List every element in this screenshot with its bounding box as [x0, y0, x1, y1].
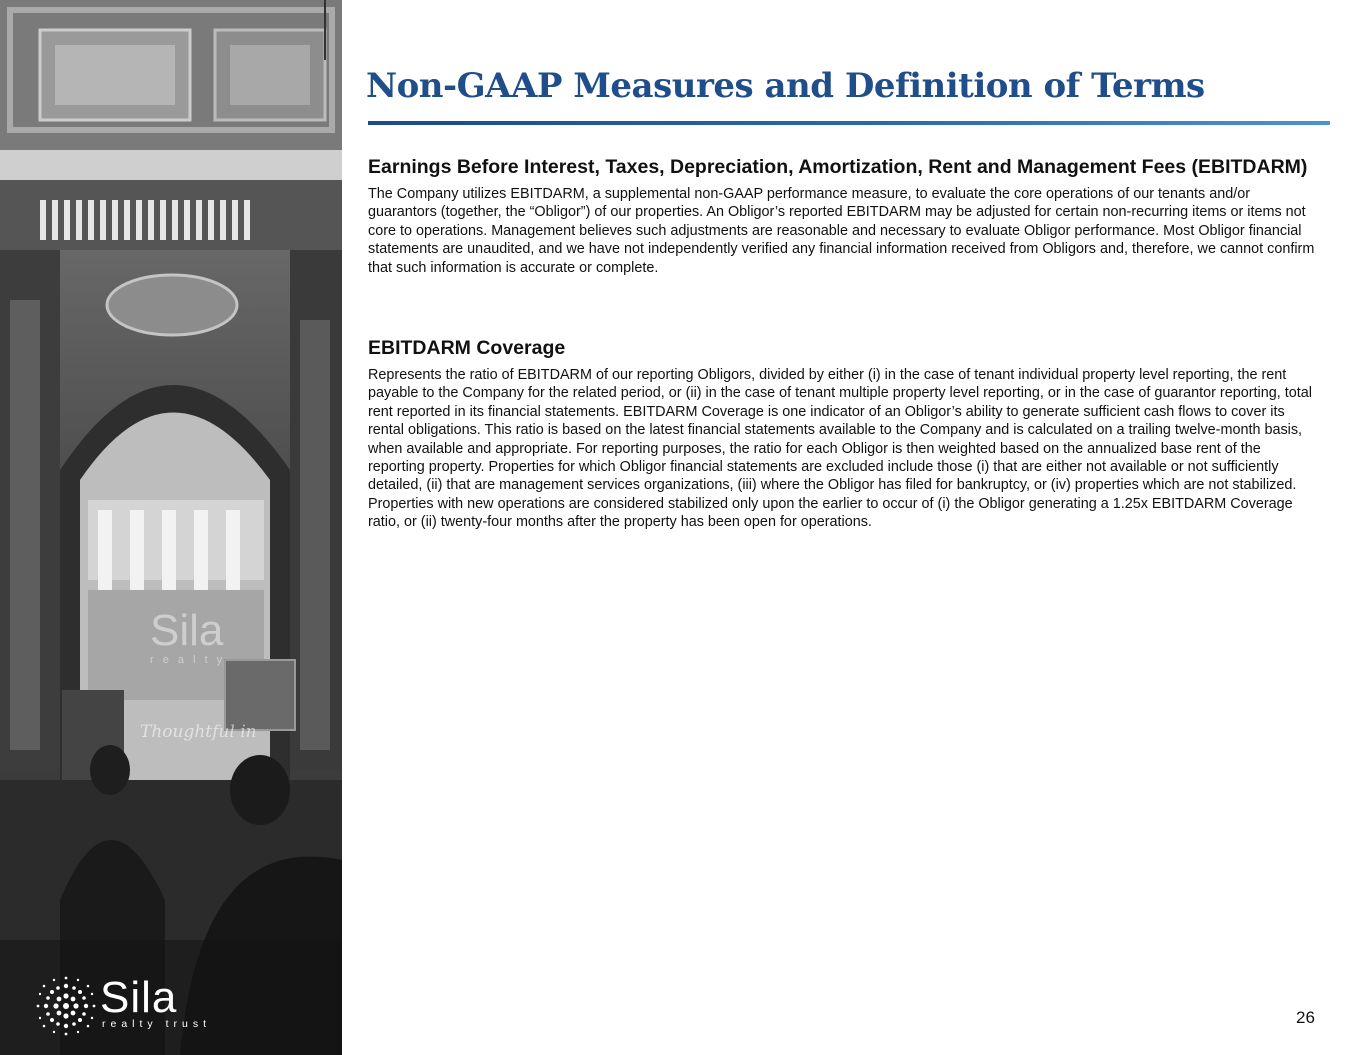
logo-tagline: realty trust — [102, 1018, 212, 1030]
section-heading: EBITDARM Coverage — [368, 337, 566, 359]
photo-banner-tagline: Thoughtful in — [140, 722, 257, 742]
page-title: Non-GAAP Measures and Definition of Terms — [366, 66, 1205, 106]
photo-banner — [150, 608, 225, 666]
section-ebitdarm-coverage — [368, 335, 1316, 532]
photo-banner-word: Sila — [150, 606, 224, 655]
section-body: Represents the ratio of EBITDARM of our reporting Obligors, divided by either (i) in the case of tenant individual property level reporting, the rent payable to the Company for the related period, or (ii) in the case of tenant multiple property level reporting, or in the case of guarantor reporting, total rent reported in its financial statements. EBITDARM Coverage is one indicator of an Obligor’s ability to generate sufficient cash flows to cover its rental obligations. This ratio is based on the latest financial statements available to the Company and is calculated on a trailing twelve-month basis, when available and appropriate. For reporting purposes, the ratio for each Obligor is then weighted based on the annualized base rent of the reporting property. Properties for which Obligor financial statements are excluded include those (i) that are either not available or not sufficiently detailed, (ii) that are management services organizations, (iii) where the Obligor has filed for bankruptcy, or (iv) properties which are not stabilized. Properties with new operations are considered stabilized only upon the earlier to occur of (i) the Obligor generating a 1.25x EBITDARM Coverage ratio, or (ii) twenty-four months after the property has been open for operations. — [368, 367, 1312, 531]
photo-banner-sub: r e a l t y — [150, 654, 226, 666]
title-divider — [368, 121, 1330, 125]
exchange-hall-illustration — [0, 0, 342, 1055]
section-ebitdarm — [368, 154, 1316, 277]
hall-photo — [0, 0, 342, 1055]
sila-logo — [36, 974, 216, 1038]
section-heading: Earnings Before Interest, Taxes, Depreciation, Amortization, Rent and Management Fees (EBITDARM) — [368, 156, 1308, 178]
sila-starburst-icon — [36, 976, 96, 1036]
page-number: 26 — [1296, 1008, 1315, 1027]
slide-content — [368, 0, 1330, 1055]
logo-wordmark: Sila — [100, 973, 178, 1022]
section-body: The Company utilizes EBITDARM, a supplemental non-GAAP performance measure, to evaluate the core operations of our tenants and/or guarantors (together, the “Obligor”) of our properties. An Obligor’s reported EBITDARM may be adjusted for certain non-recurring items or items not core to operations. Management believes such adjustments are reasonable and necessary to evaluate Obligor performance. Most Obligor financial statements are unaudited, and we have not independently verified any financial information received from Obligors and, therefore, we cannot confirm that such information is accurate or complete. — [368, 186, 1315, 276]
